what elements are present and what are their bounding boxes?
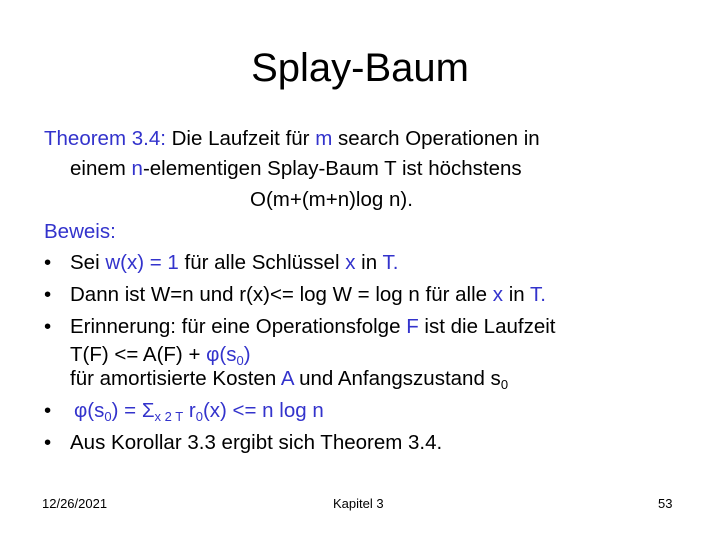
bullet-formula: (s xyxy=(219,343,237,366)
bullet-text: für amortisierte Kosten xyxy=(70,367,277,390)
proof-label: Beweis: xyxy=(44,220,116,243)
bullet-var: T. xyxy=(382,251,399,274)
bullet-formula: (x) <= n log n xyxy=(202,399,324,422)
subscript: 0 xyxy=(236,353,244,368)
bullet-item-3 xyxy=(44,315,555,339)
footer-date: 12/26/2021 xyxy=(42,496,108,511)
bullet-marker: • xyxy=(44,283,52,306)
bullet-text: in xyxy=(361,251,378,274)
bullet-text: in xyxy=(508,283,525,306)
bullet-var: F xyxy=(406,315,419,338)
bullet-text: Aus Korollar 3.3 ergibt sich Theorem 3.4. xyxy=(70,431,443,454)
bullet-formula: r xyxy=(188,399,196,422)
bullet-item-1 xyxy=(44,251,398,275)
bullet-marker: • xyxy=(44,431,52,454)
sigma-symbol: Σ xyxy=(141,399,155,422)
theorem-line-2 xyxy=(70,157,522,181)
bullet-text: ist die Laufzeit xyxy=(424,315,556,338)
bullet-text: Erinnerung: für eine Operationsfolge xyxy=(70,315,401,338)
footer-chapter: Kapitel 3 xyxy=(333,496,384,511)
subscript: x 2 T xyxy=(154,409,184,424)
bullet-var: T. xyxy=(529,283,546,306)
bullet-marker: • xyxy=(44,399,52,422)
bullet-formula: ) = xyxy=(111,399,137,422)
bullet-item-2 xyxy=(44,283,546,307)
subscript: 0 xyxy=(104,409,112,424)
bullet-formula: (s xyxy=(87,399,105,422)
bullet-item-3-line-3 xyxy=(70,367,508,397)
theorem-bound: O(m+(m+n)log n). xyxy=(250,188,413,211)
subscript: 0 xyxy=(195,409,203,424)
bullet-var: A xyxy=(280,367,294,390)
theorem-line-1 xyxy=(44,127,540,151)
bullet-text: für alle Schlüssel xyxy=(184,251,340,274)
theorem-text: search Operationen in xyxy=(337,127,540,150)
theorem-text: einem xyxy=(70,157,126,180)
bullet-item-4 xyxy=(44,399,324,429)
theorem-text: -elementigen Splay-Baum T ist höchstens xyxy=(142,157,522,180)
bullet-marker: • xyxy=(44,315,52,338)
footer-page-number: 53 xyxy=(658,496,673,511)
proof-label-line xyxy=(44,220,116,244)
bullet-formula: T(F) <= A(F) + xyxy=(70,343,201,366)
theorem-text: Die Laufzeit für xyxy=(171,127,310,150)
bullet-marker: • xyxy=(44,251,52,274)
bullet-var: x xyxy=(492,283,503,306)
bullet-formula: w(x) = 1 xyxy=(105,251,179,274)
bullet-text: Dann ist W=n und r(x)<= log W = log n für alle xyxy=(70,283,488,306)
bullet-text: und Anfangszustand s xyxy=(299,367,501,390)
theorem-line-3 xyxy=(250,188,413,212)
bullet-item-5 xyxy=(44,431,442,455)
theorem-label: Theorem 3.4: xyxy=(44,127,166,150)
phi-symbol: φ xyxy=(206,343,220,366)
subscript: 0 xyxy=(500,377,509,392)
theorem-var-n: n xyxy=(131,157,143,180)
bullet-var: x xyxy=(345,251,356,274)
slide-title: Splay-Baum xyxy=(251,46,469,90)
phi-symbol: φ xyxy=(74,399,88,422)
theorem-var-m: m xyxy=(315,127,333,150)
bullet-formula: ) xyxy=(243,343,251,366)
bullet-text: Sei xyxy=(70,251,100,274)
